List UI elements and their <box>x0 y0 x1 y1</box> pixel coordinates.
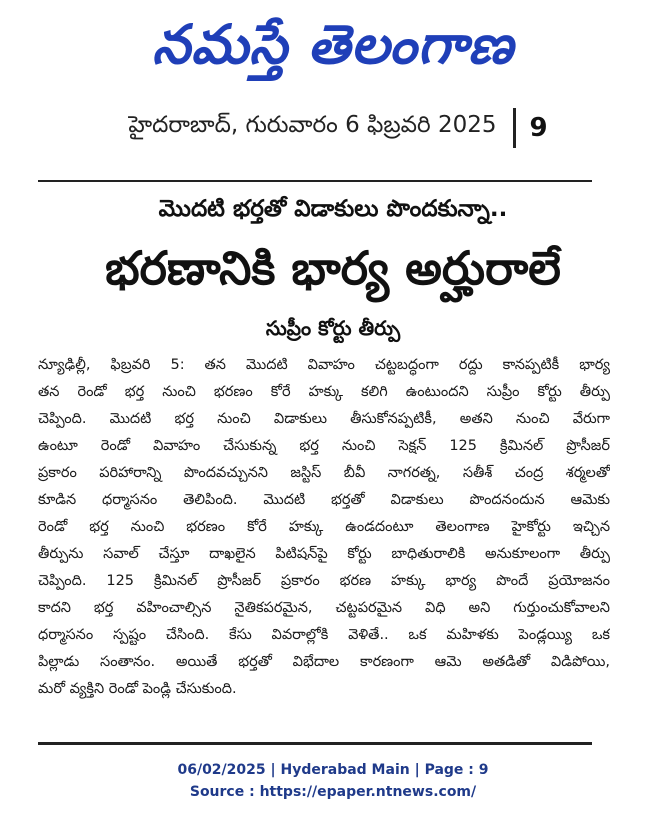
body-line: ప్రకారం పరిహారాన్ని పొందవచ్చునని జస్టిస్ బీవీ నాగరత్న, సతీశ్ చంద్ర శర్మలతో <box>38 465 610 481</box>
article-subhead: సుప్రీం కోర్టు తీర్పు <box>265 316 401 340</box>
body-line: చెప్పింది. మొదటి భర్త నుంచి విడాకులు తీసుకోనప్పటికీ, అతని నుంచి వేరుగా <box>38 411 610 427</box>
body-line: ఉంటూ రెండో వివాహం చేసుకున్న భర్త నుంచి సెక్షన్ 125 క్రిమినల్ ప్రొసీజర్ <box>38 438 610 454</box>
dateline-bar <box>38 108 638 148</box>
body-line: కాదని భర్త వహించాల్సిన నైతికపరమైన, చట్టపరమైన విధి అని గుర్తుంచుకోవాలని <box>38 600 610 616</box>
body-line: కూడిన ధర్మాసనం తెలిపింది. మొదటి భర్తతో విడాకులు పొందనందున ఆమెకు <box>38 492 610 508</box>
page-number: 9 <box>529 113 548 143</box>
body-line: పిల్లాడు సంతానం. అయితే భర్తతో విభేదాల కారణంగా ఆమె అతడితో విడిపోయి, <box>38 654 610 670</box>
body-line: ధర్మాసనం స్పష్టం చేసింది. కేసు వివరాల్లోకి వెళితే.. ఒక మహిళకు పెండ్లయ్యి ఒక <box>38 627 610 643</box>
edition-info: 06/02/2025 | Hyderabad Main | Page : 9 <box>177 762 489 778</box>
article-headline: భరణానికి భార్య అర్హురాలే <box>105 241 561 295</box>
article-body <box>38 352 610 722</box>
body-line: న్యూఢిల్లీ, ఫిబ్రవరి 5: తన మొదటి వివాహం చట్టబద్ధంగా రద్దు కానప్పటికీ భార్య <box>38 357 610 373</box>
body-line: రెండో భర్త నుంచి భరణం కోరే హక్కు ఉండదంటూ తెలంగాణ హైకోర్టు ఇచ్చిన <box>38 519 610 535</box>
dateline-divider <box>513 108 516 148</box>
header-rule <box>38 180 592 182</box>
body-line: మరో వ్యక్తిని రెండో పెండ్లి చేసుకుంది. <box>38 681 237 697</box>
body-line: తన రెండో భర్త నుంచి భరణం కోరే హక్కు కలిగి ఉంటుందని సుప్రీం కోర్టు తీర్పు <box>38 384 610 400</box>
footer-rule <box>38 742 592 745</box>
newspaper-masthead: నమస్తే తెలంగాణ <box>152 13 514 76</box>
source-footer <box>0 760 666 802</box>
body-line: తీర్పును సవాల్ చేస్తూ దాఖలైన పిటిషన్‌పై కోర్టు బాధితురాలికి అనుకూలంగా తీర్పు <box>38 546 610 562</box>
publication-date: హైదరాబాద్, గురువారం 6 ఫిబ్రవరి 2025 <box>128 112 497 138</box>
source-link[interactable]: Source : https://epaper.ntnews.com/ <box>189 784 477 800</box>
article-kicker: మొదటి భర్తతో విడాకులు పొందకున్నా.. <box>158 196 508 222</box>
body-line: చెప్పింది. 125 క్రిమినల్ ప్రొసీజర్ ప్రకారం భరణ హక్కు భార్య పొందే ప్రయోజనం <box>38 573 610 589</box>
